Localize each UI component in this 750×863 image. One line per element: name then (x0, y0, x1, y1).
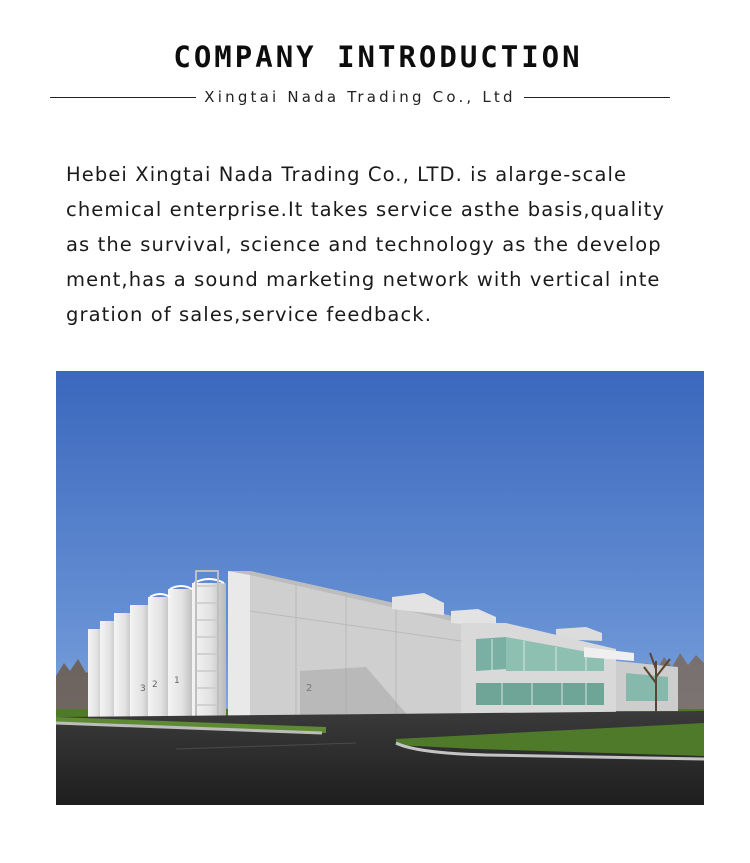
tank-number: 2 (152, 680, 158, 690)
intro-line: chemical enterprise.It takes service asthe basis,quality (66, 198, 666, 221)
right-divider (524, 97, 670, 98)
factory-illustration (56, 371, 704, 805)
intro-line: gration of sales,service feedback. (66, 303, 432, 326)
intro-line: ment,has a sound marketing network with vertical inte (66, 268, 661, 291)
subtitle-row (50, 86, 670, 108)
intro-paragraph (66, 157, 706, 332)
building-mark: 2 (306, 683, 313, 694)
intro-line: as the survival, science and technology as the develop (66, 233, 662, 256)
tank-number: 3 (140, 684, 146, 694)
warehouse-left-face (228, 571, 250, 718)
tank-number: 1 (174, 676, 180, 686)
intro-line: Hebei Xingtai Nada Trading Co., LTD. is alarge-scale (66, 163, 628, 186)
company-subtitle: Xingtai Nada Trading Co., Ltd (204, 88, 516, 106)
left-divider (50, 97, 196, 98)
factory-photo (56, 371, 704, 805)
page-title: COMPANY INTRODUCTION (173, 40, 583, 74)
